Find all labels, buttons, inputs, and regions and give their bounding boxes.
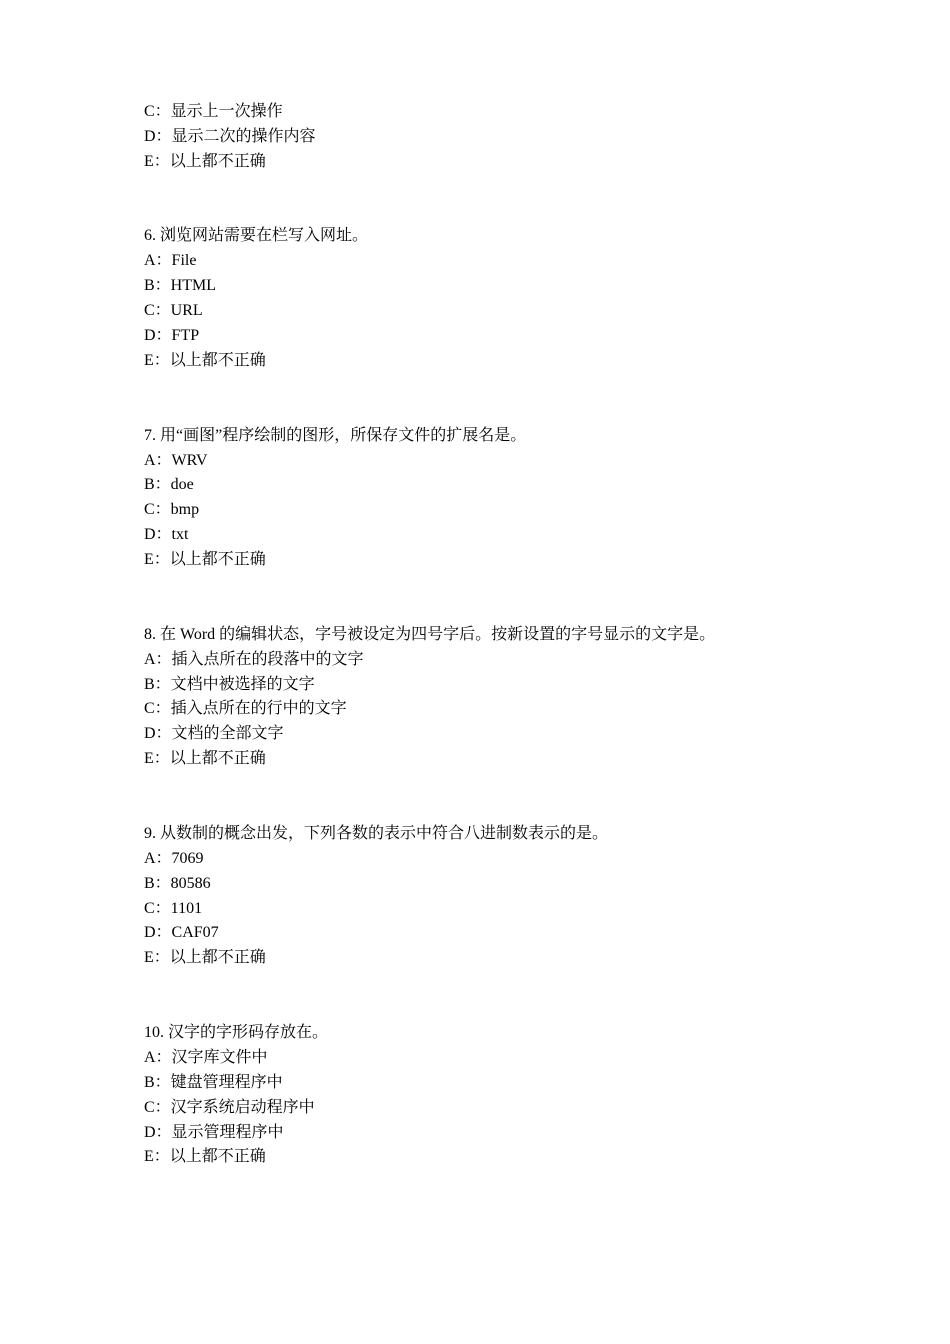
question-text: 10. 汉字的字形码存放在。 bbox=[144, 1024, 329, 1042]
option-a: A：WRV bbox=[144, 451, 208, 469]
option-b: B：文档中被选择的文字 bbox=[144, 675, 315, 693]
option-e: E：以上都不正确 bbox=[144, 750, 266, 768]
option-c: C：显示上一次操作 bbox=[144, 103, 283, 120]
option-c: C：bmp bbox=[144, 501, 200, 519]
option-c: C：URL bbox=[144, 302, 203, 320]
question-block-8 bbox=[144, 623, 824, 772]
question-text: 9. 从数制的概念出发，下列各数的表示中符合八进制数表示的是。 bbox=[144, 824, 609, 842]
option-b: B：键盘管理程序中 bbox=[144, 1073, 283, 1091]
option-e: E：以上都不正确 bbox=[144, 152, 266, 170]
option-e: E：以上都不正确 bbox=[144, 1148, 266, 1166]
option-d: D：FTP bbox=[144, 327, 200, 345]
question-text: 8. 在 Word 的编辑状态，字号被设定为四号字后。按新设置的字号显示的文字是。 bbox=[144, 625, 716, 643]
option-e: E：以上都不正确 bbox=[144, 949, 266, 967]
question-block-9 bbox=[144, 822, 824, 971]
option-a: A：汉字库文件中 bbox=[144, 1048, 268, 1066]
option-c: C：1101 bbox=[144, 899, 203, 917]
question-block-5-continued bbox=[144, 100, 824, 175]
option-b: B：HTML bbox=[144, 277, 217, 295]
document-content bbox=[144, 100, 824, 1170]
option-b: B：80586 bbox=[144, 874, 211, 892]
option-d: D：CAF07 bbox=[144, 924, 219, 942]
question-block-7 bbox=[144, 424, 824, 573]
option-c: C：插入点所在的行中的文字 bbox=[144, 700, 347, 718]
question-text: 7. 用“画图”程序绘制的图形，所保存文件的扩展名是。 bbox=[144, 426, 527, 444]
option-d: D：显示管理程序中 bbox=[144, 1123, 284, 1141]
option-b: B：doe bbox=[144, 476, 194, 494]
option-d: D：文档的全部文字 bbox=[144, 725, 284, 743]
option-a: A：7069 bbox=[144, 849, 204, 867]
option-a: A：插入点所在的段落中的文字 bbox=[144, 650, 364, 668]
question-text: 6. 浏览网站需要在栏写入网址。 bbox=[144, 227, 369, 245]
option-d: D：显示二次的操作内容 bbox=[144, 127, 316, 145]
option-d: D：txt bbox=[144, 526, 189, 544]
option-e: E：以上都不正确 bbox=[144, 551, 266, 569]
question-block-6 bbox=[144, 224, 824, 373]
option-c: C：汉字系统启动程序中 bbox=[144, 1098, 315, 1116]
option-a: A：File bbox=[144, 252, 197, 270]
question-block-10 bbox=[144, 1021, 824, 1170]
option-e: E：以上都不正确 bbox=[144, 351, 266, 369]
